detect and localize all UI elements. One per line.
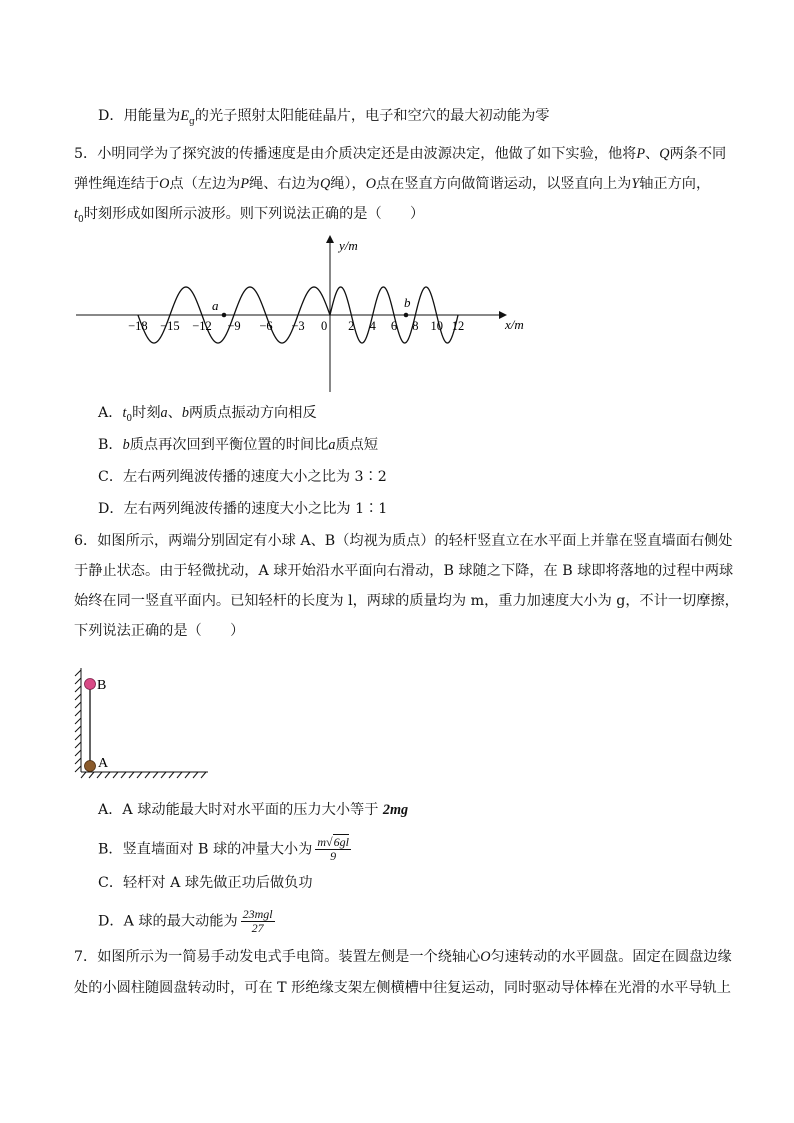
q6-option-c: C．轻杆对 A 球先做正功后做负功 (98, 875, 313, 891)
x-tick-label: 10 (430, 319, 443, 333)
q6-stem-line1: 6．如图所示，两端分别固定有小球 A、B（均视为质点）的轻杆竖直立在水平面上并靠在竖直墙面右侧处 (74, 533, 733, 549)
x-tick-label: 8 (412, 319, 419, 333)
x-tick-label: 6 (390, 319, 398, 333)
ball-b-label: B (97, 678, 107, 693)
point-a-dot (222, 313, 227, 318)
x-tick-label: −6 (259, 319, 273, 333)
ball-a-label: A (98, 756, 109, 771)
q6-option-a: A．A 球动能最大时对水平面的压力大小等于 2mg (98, 802, 409, 818)
q5-option-d: D．左右两列绳波传播的速度大小之比为 1∶1 (98, 501, 388, 517)
q5-option-a: A．$t_0$时刻a、b两质点振动方向相反 (98, 405, 317, 424)
wall-hatching (75, 668, 81, 772)
q4-option-d: D．用能量为$E_g$的光子照射太阳能硅晶片，电子和空穴的最大初动能为零 (98, 108, 550, 127)
point-a-label: a (212, 298, 219, 313)
x-tick-label: −18 (128, 319, 148, 333)
q5-stem-line3: $t_0$时刻形成如图所示波形。则下列说法正确的是（ ） (74, 206, 425, 225)
rod-wall-figure (70, 660, 220, 784)
x-tick-label: 12 (451, 319, 465, 333)
q5-option-c: C．左右两列绳波传播的速度大小之比为 3∶2 (98, 469, 387, 485)
point-b-dot (404, 313, 409, 318)
q7-stem-line1: 7．如图所示为一简易手动发电式手电筒。装置左侧是一个绕轴心O匀速转动的水平圆盘。固定在圆盘边缘 (74, 949, 732, 965)
x-tick-label: −3 (291, 319, 305, 333)
q7-stem-line2: 处的小圆柱随圆盘转动时，可在 T 形绝缘支架左侧横槽中往复运动，同时驱动导体棒在光滑的水平导轨上 (74, 980, 731, 996)
x-tick-label: 0 (321, 319, 328, 333)
q5-stem-line2: 弹性绳连结于O点（左边为P绳、右边为Q绳），O点在竖直方向做简谐运动，以竖直向上为Y轴正方向， (74, 176, 711, 192)
x-tick-label: −12 (192, 319, 212, 333)
x-tick-label: −9 (227, 319, 241, 333)
b-impulse-fraction: $\frac{m√6gl}{9}$ (317, 835, 349, 863)
q6-option-d: D．A 球的最大动能为 $\frac{\text{23mgl}}{27}$ (98, 907, 273, 935)
x-tick-label: 4 (369, 319, 376, 333)
ball-a (85, 761, 96, 772)
wave-figure (60, 232, 540, 394)
q6-stem-line2: 于静止状态。由于轻微扰动，A 球开始沿水平面向右滑动，B 球随之下降，在 B 球即将落地的过程中两球 (74, 563, 734, 579)
x-tick-labels (128, 319, 464, 333)
x-tick-label: −15 (160, 319, 180, 333)
point-b-label: b (404, 295, 411, 310)
q6-option-b: B．竖直墙面对 B 球的冲量大小为 $\frac{m√6gl}{9}$ (98, 835, 349, 863)
y-axis-label: y/m (339, 238, 358, 253)
q6-stem-line3: 始终在同一竖直平面内。已知轻杆的长度为 l，两球的质量均为 m，重力加速度大小为 g，不计一切摩擦， (74, 593, 739, 609)
floor-hatching (81, 772, 208, 778)
max-kinetic-energy-fraction: $\frac{\text{23mgl}}{27}$ (242, 907, 273, 935)
q5-option-b: B．b质点再次回到平衡位置的时间比a质点短 (98, 437, 379, 453)
q6-stem-line4: 下列说法正确的是（ ） (74, 623, 245, 639)
ball-b (85, 679, 96, 690)
q5-stem-line1: 5．小明同学为了探究波的传播速度是由介质决定还是由波源决定，他做了如下实验，他将P、Q两条不同 (74, 146, 727, 162)
x-axis-label: x/m (505, 317, 524, 332)
x-tick-label: 2 (348, 319, 355, 333)
